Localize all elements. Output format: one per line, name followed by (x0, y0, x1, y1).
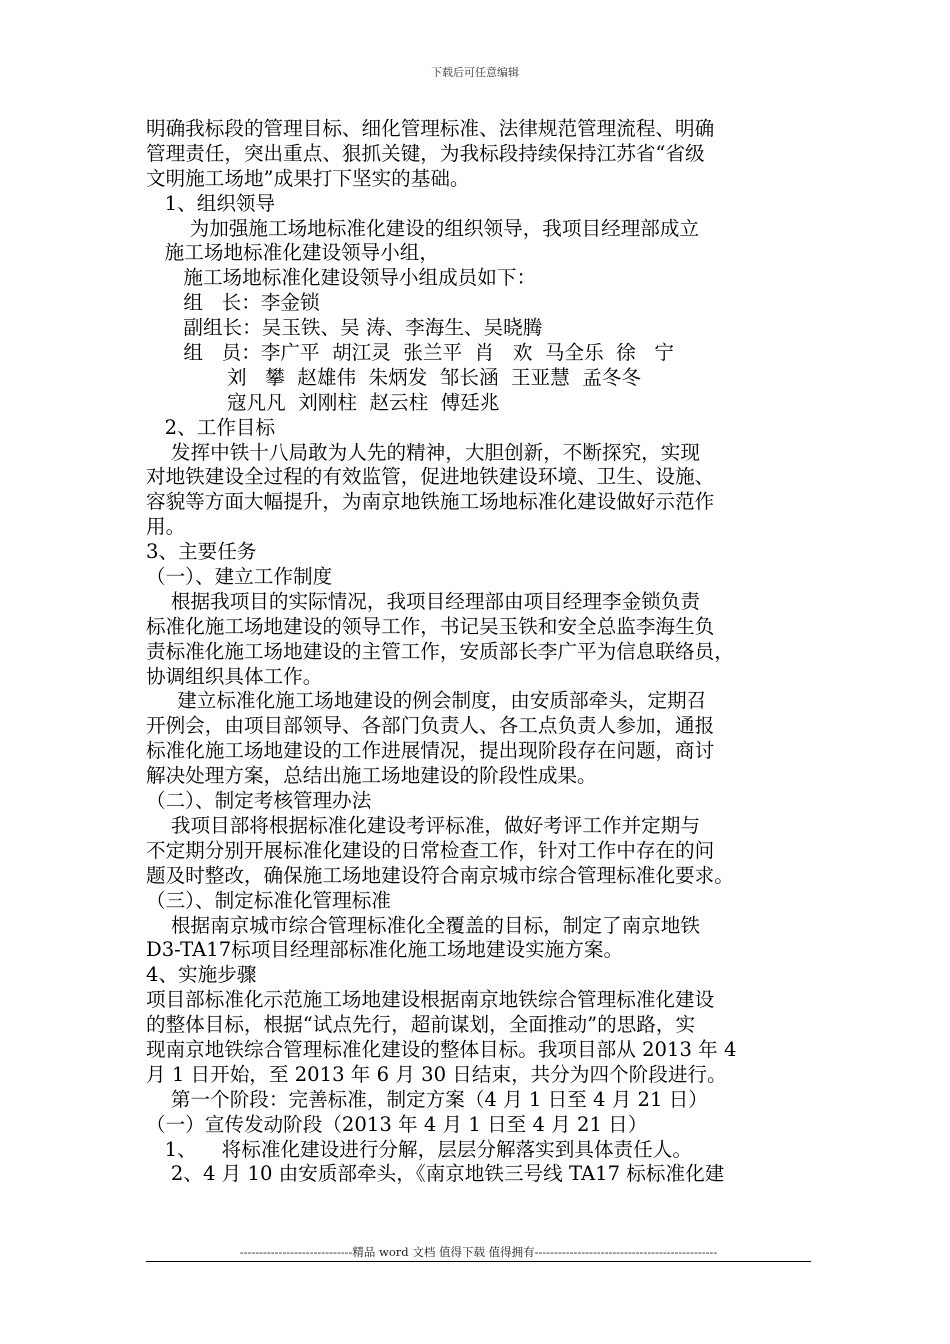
text-line: 施工场地标准化建设领导小组成员如下： (146, 266, 537, 290)
text-line: 对地铁建设全过程的有效监管，促进地铁建设环境、卫生、设施、 (146, 465, 715, 489)
section-heading-goals: 2、工作目标 (146, 415, 276, 439)
section-heading-organization: 1、组织领导 (146, 191, 276, 215)
text-line: 现南京地铁综合管理标准化建设的整体目标。我项目部从 2013 年 4 (146, 1037, 737, 1061)
text-line: 第一个阶段：完善标准，制定方案（4 月 1 日至 4 月 21 日） (146, 1087, 708, 1111)
text-line: 管理责任，突出重点、狠抓关键，为我标段持续保持江苏省“省级 (146, 141, 705, 165)
header-note: 下载后可任意编辑 (431, 66, 519, 79)
text-line: 根据我项目的实际情况，我项目经理部由项目经理李金锁负责 (146, 589, 700, 613)
text-line: 协调组织具体工作。 (146, 664, 323, 688)
text-line: 不定期分别开展标准化建设的日常检查工作，针对工作中存在的问 (146, 838, 715, 862)
member-list: 刘 攀 赵雄伟 朱炳发 邹长涵 王亚慧 孟冬冬 (146, 365, 642, 389)
text-line: D3-TA17标项目经理部标准化施工场地建设实施方案。 (146, 938, 624, 962)
text-line: 解决处理方案，总结出施工场地建设的阶段性成果。 (146, 764, 597, 788)
text-line: 责标准化施工场地建设的主管工作，安质部长李广平为信息联络员， (146, 639, 734, 663)
text-line: 开例会，由项目部领导、各部门负责人、各工点负责人参加，通报 (146, 714, 715, 738)
section-heading-tasks: 3、主要任务 (146, 540, 257, 564)
subsection-heading: （二）、制定考核管理办法 (146, 789, 372, 813)
text-line: 根据南京城市综合管理标准化全覆盖的目标，制定了南京地铁 (146, 913, 700, 937)
text-line: 2、4 月 10 由安质部牵头，《南京地铁三号线 TA17 标标准化建 (146, 1162, 725, 1186)
text-line: 容貌等方面大幅提升，为南京地铁施工场地标准化建设做好示范作 (146, 490, 715, 514)
text-line: 明确我标段的管理目标、细化管理标准、法律规范管理流程、明确 (146, 117, 715, 140)
text-line: 标准化施工场地建设的工作进展情况，提出现阶段存在问题，商讨 (146, 739, 715, 763)
text-line: 项目部标准化示范施工场地建设根据南京地铁综合管理标准化建设 (146, 988, 715, 1012)
text-line: 题及时整改，确保施工场地建设符合南京城市综合管理标准化要求。 (146, 863, 734, 887)
text-line: 发挥中铁十八局敢为人先的精神，大胆创新，不断探究，实现 (146, 440, 700, 464)
text-line: 我项目部将根据标准化建设考评标准，做好考评工作并定期与 (146, 813, 700, 837)
member-deputy: 副组长：吴玉铁、吴 涛、李海生、吴晓腾 (146, 316, 543, 340)
text-line: 标准化施工场地建设的领导工作，书记吴玉铁和安全总监李海生负 (146, 614, 715, 638)
text-line: 用。 (146, 515, 186, 539)
footer-divider (146, 1261, 811, 1262)
text-line: 建立标准化施工场地建设的例会制度，由安质部牵头，定期召 (146, 689, 707, 713)
text-line: 的整体目标，根据“试点先行，超前谋划，全面推动”的思路，实 (146, 1013, 696, 1037)
text-line: 月 1 日开始，至 2013 年 6 月 30 日结束，共分为四个阶段进行。 (146, 1062, 727, 1086)
section-heading-steps: 4、实施步骤 (146, 963, 257, 987)
document-body (146, 117, 811, 1187)
text-line: 为加强施工场地标准化建设的组织领导，我项目经理部成立 (146, 216, 700, 240)
subsection-heading: （一）、建立工作制度 (146, 565, 333, 589)
text-line: 1、 将标准化建设进行分解，层层分解落实到具体责任人。 (146, 1137, 692, 1161)
subsection-heading: （三）、制定标准化管理标准 (146, 888, 391, 912)
text-line: （一）宣传发动阶段（2013 年 4 月 1 日至 4 月 21 日） (146, 1112, 648, 1136)
footer-note: -----------------------------精品 word 文档 值得下载 值得拥有----------------------------------------------- (239, 1245, 718, 1259)
text-line: 施工场地标准化建设领导小组， (146, 241, 439, 265)
member-leader: 组 长：李金锁 (146, 291, 320, 315)
text-line: 文明施工场地”成果打下坚实的基础。 (146, 166, 470, 190)
member-list: 组 员：李广平 胡江灵 张兰平 肖 欢 马全乐 徐 宁 (146, 341, 674, 365)
member-list: 寇凡凡 刘刚柱 赵云柱 傅廷兆 (146, 390, 500, 414)
